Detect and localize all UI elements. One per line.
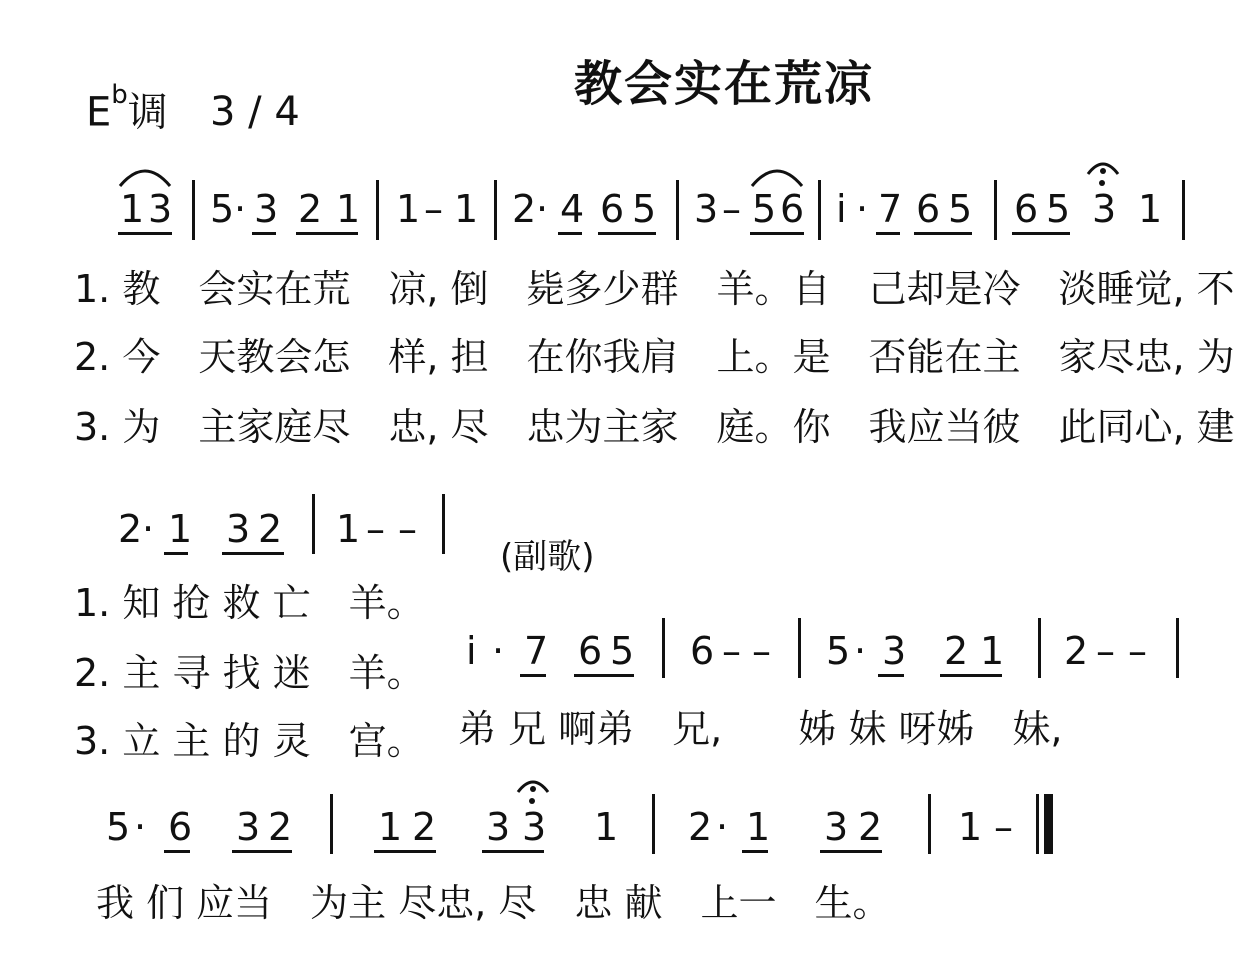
note: 3: [254, 187, 279, 231]
underline: [1012, 232, 1070, 235]
underline: [742, 850, 768, 853]
note: 1: [746, 805, 771, 849]
dash: –: [722, 629, 741, 673]
note: 2: [1064, 629, 1089, 673]
barline: [376, 180, 379, 240]
note: 2: [688, 805, 713, 849]
underline: [164, 552, 188, 555]
note: 7: [878, 187, 903, 231]
lyric-verse-2-end: 2. 主 寻 找 迷 羊。: [74, 651, 425, 695]
barline: [312, 494, 315, 554]
lyric-verse-3-end: 3. 立 主 的 灵 宫。: [74, 719, 425, 763]
note: 3: [824, 805, 849, 849]
barline: [798, 618, 801, 678]
slur: [118, 162, 172, 188]
underline: [876, 232, 900, 235]
note: 3: [522, 805, 547, 849]
dash: –: [994, 805, 1013, 849]
note: 3: [486, 805, 511, 849]
dot: ·: [234, 187, 247, 231]
underline: [374, 850, 436, 853]
underline: [222, 552, 284, 555]
barline: [192, 180, 195, 240]
note: 6: [690, 629, 715, 673]
dash: –: [1128, 629, 1147, 673]
underline: [914, 232, 972, 235]
lyric-verse-3: 3. 为 主家庭尽 忠, 尽 忠为主家 庭。你 我应当彼 此同心, 建: [74, 405, 1235, 449]
underline: [598, 232, 656, 235]
barline: [1038, 618, 1041, 678]
page-title: 教会实在荒凉: [574, 56, 875, 112]
note: 2: [118, 507, 143, 551]
underline: [940, 674, 1002, 677]
note: 6: [916, 187, 941, 231]
note: 5: [106, 805, 131, 849]
lyric-verse-2: 2. 今 天教会怎 样, 担 在你我肩 上。是 否能在主 家尽忠, 为: [74, 335, 1235, 379]
underline: [574, 674, 634, 677]
note: 5: [752, 187, 777, 231]
dash: –: [366, 507, 385, 551]
lyric-chorus-1: 弟 兄 啊弟 兄, 姊 妹 呀姊 妹,: [458, 707, 1063, 751]
note: 1: [958, 805, 983, 849]
barline: [442, 494, 445, 554]
dash: –: [722, 187, 741, 231]
dash: –: [398, 507, 417, 551]
barline: [330, 794, 333, 854]
note: 1: [378, 805, 403, 849]
barline: [676, 180, 679, 240]
note: 6: [168, 805, 193, 849]
note: 5: [210, 187, 235, 231]
barline: [1036, 794, 1039, 854]
dot: ·: [536, 187, 549, 231]
note: 1: [594, 805, 619, 849]
underline: [296, 232, 358, 235]
note: i: [466, 629, 477, 673]
barline: [928, 794, 931, 854]
underline: [820, 850, 882, 853]
note: 1: [168, 507, 193, 551]
underline: [558, 232, 582, 235]
dot: ·: [854, 629, 867, 673]
lyric-chorus-2: 我 们 应当 为主 尽忠, 尽 忠 献 上一 生。: [96, 881, 891, 925]
dot: ·: [134, 805, 147, 849]
final-barline: [1044, 794, 1053, 854]
underline: [750, 232, 804, 235]
underline: [164, 850, 190, 853]
underline: [252, 232, 276, 235]
note: 6: [600, 187, 625, 231]
note: 2: [412, 805, 437, 849]
note: 2: [258, 507, 283, 551]
note: 7: [524, 629, 549, 673]
note: 1: [454, 187, 479, 231]
underline: [878, 674, 904, 677]
dash: –: [752, 629, 771, 673]
note: 5: [610, 629, 635, 673]
note: 2: [944, 629, 969, 673]
barline: [494, 180, 497, 240]
note: 1: [396, 187, 421, 231]
fermata-icon: [1086, 158, 1120, 176]
underline: [118, 232, 172, 235]
note: 6: [578, 629, 603, 673]
note: 3: [1092, 187, 1117, 231]
note: 1: [980, 629, 1005, 673]
note: 2: [858, 805, 883, 849]
lyric-verse-1: 1. 教 会实在荒 凉, 倒 毙多少群 羊。自 己却是冷 淡睡觉, 不: [74, 267, 1235, 311]
note: 3: [148, 187, 173, 231]
octave-dot: [529, 798, 535, 804]
chorus-label: (副歌): [500, 537, 595, 577]
note: 4: [560, 187, 585, 231]
barline: [994, 180, 997, 240]
note: 5: [1046, 187, 1071, 231]
note: 3: [882, 629, 907, 673]
note: 6: [780, 187, 805, 231]
note: 1: [336, 187, 361, 231]
note: 1: [120, 187, 145, 231]
barline: [1176, 618, 1179, 678]
fermata-icon: [516, 776, 550, 794]
barline: [818, 180, 821, 240]
note: 2: [512, 187, 537, 231]
barline: [662, 618, 665, 678]
dot: ·: [142, 507, 155, 551]
key-signature: $E^b$调: [86, 80, 168, 136]
note: 5: [948, 187, 973, 231]
note: 5: [632, 187, 657, 231]
note: 1: [336, 507, 361, 551]
note: i: [836, 187, 847, 231]
underline: [232, 850, 292, 853]
note: 3: [226, 507, 251, 551]
barline: [1182, 180, 1185, 240]
note: 3: [236, 805, 261, 849]
note: 5: [826, 629, 851, 673]
note: 2: [298, 187, 323, 231]
note: 3: [694, 187, 719, 231]
note: 1: [1138, 187, 1163, 231]
note: 6: [1014, 187, 1039, 231]
barline: [652, 794, 655, 854]
dot: ·: [856, 187, 869, 231]
slur: [750, 162, 804, 188]
dash: –: [424, 187, 443, 231]
underline: [520, 674, 546, 677]
note: 2: [268, 805, 293, 849]
octave-dot: [1099, 180, 1105, 186]
dot: ·: [716, 805, 729, 849]
lyric-verse-1-end: 1. 知 抢 救 亡 羊。: [74, 581, 425, 625]
underline: [482, 850, 544, 853]
dash: –: [1096, 629, 1115, 673]
dot: ·: [492, 629, 505, 673]
time-signature: 3 / 4: [210, 89, 300, 135]
